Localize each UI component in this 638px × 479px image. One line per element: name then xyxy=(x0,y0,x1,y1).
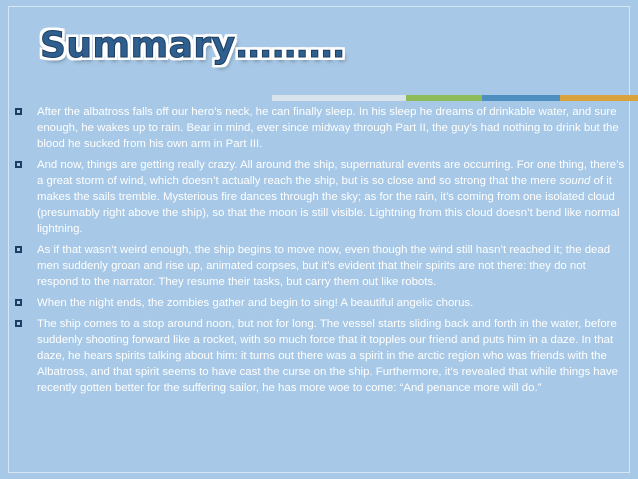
list-item xyxy=(13,242,627,290)
bullet-text-part: And now, things are getting really crazy. All around the ship, supernatural events are occurring. For one thing, there’s a great storm of wind, which doesn’t actually reach the ship, but is so close and so strong that the mere xyxy=(37,159,625,187)
list-item xyxy=(13,104,627,152)
list-item xyxy=(13,157,627,237)
bullet-text: When the night ends, the zombies gather and begin to sing! A beautiful angelic chorus. xyxy=(37,297,474,309)
bullet-text xyxy=(37,157,627,237)
accent-bar-segment-4 xyxy=(482,95,560,101)
square-bullet-icon xyxy=(15,108,25,116)
accent-bar-segment-3 xyxy=(406,95,482,101)
accent-bar-segment-1 xyxy=(272,95,372,101)
accent-bar-segment-5 xyxy=(560,95,638,101)
square-bullet-icon xyxy=(15,161,25,169)
accent-bar xyxy=(272,95,638,101)
bullet-list xyxy=(13,104,627,401)
square-bullet-icon xyxy=(15,246,25,254)
square-bullet-icon xyxy=(15,299,25,307)
slide-title: Summary……… xyxy=(40,25,346,66)
square-bullet-icon xyxy=(15,320,25,328)
bullet-text: The ship comes to a stop around noon, but not for long. The vessel starts sliding back and forth in the water, before suddenly shooting forward like a rocket, with so much force that it topples our friend and puts him in a daze. In that daze, he hears spirits talking about him: it turns out there was a spirit in the arctic region who was friends with the Albatross, and that spirit seems to have cast the curse on the ship. Furthermore, it’s revealed that while things have recently gotten better for the suffering sailor, he has more woe to come: “And penance more will do.” xyxy=(37,318,619,394)
bullet-text-italic: sound xyxy=(559,175,591,187)
accent-bar-segment-2 xyxy=(372,95,406,101)
list-item xyxy=(13,316,627,396)
list-item xyxy=(13,295,627,311)
bullet-text-part: of it makes the sails tremble. Mysterious fire dances through the sky; as for the rain, it’s coming from one isolated cloud (presumably right above the ship), so that the moon is still visible. Lightning from this cloud doesn’t bend like normal lightning. xyxy=(37,175,620,235)
bullet-text: After the albatross falls off our hero’s neck, he can finally sleep. In his sleep he dreams of drinkable water, and sure enough, he wakes up to rain. Bear in mind, ever since midway through Part II, the guy’s had nothing to drink but the blood he sucked from his own arm in Part III. xyxy=(37,106,619,150)
bullet-text: As if that wasn’t weird enough, the ship begins to move now, even though the wind still hasn’t reached it; the dead men suddenly groan and rise up, animated corpses, but it’s evident that their spirits are not there: they do not respond to the narrator. They resume their tasks, but carry them out like robots. xyxy=(37,244,611,288)
